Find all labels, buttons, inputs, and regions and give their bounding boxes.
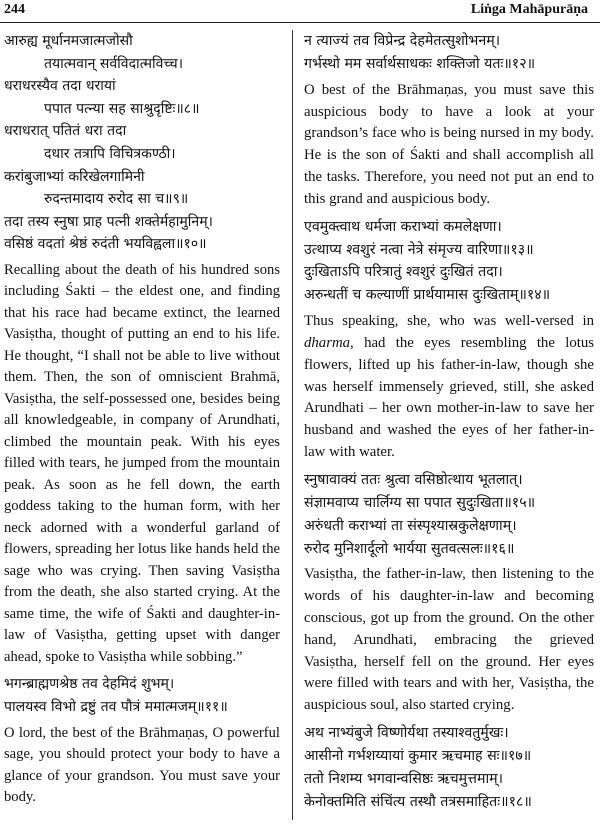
page-header	[0, 0, 600, 23]
translation-paragraph: O best of the Brāhmaṇas, you must save this auspicious body to have a look at your grandson’s face who is being nursed in my body. He is the son of Śakti and shall accomplish all the tasks. Therefore, you need not put an end to this grand and auspicious body.	[304, 81, 594, 207]
verse-line: आसीनो गर्भशय्यायां कुमार ऋचमाह सः॥१७॥	[304, 747, 532, 764]
verse-line: अरुन्धतीं च कल्याणीं प्रार्थयामास दुःखिताम्॥१४॥	[304, 287, 551, 304]
verse-line: पपात पत्न्या सह साश्रुदृष्टिः॥८॥	[44, 100, 200, 117]
verse-block-11	[4, 673, 280, 718]
running-title: Liṅga Mahāpurāṇa	[470, 2, 588, 17]
verse-line: करांबुजाभ्यां करिखेलगामिनी	[4, 168, 145, 185]
verse-line: अरुंधती कराभ्यां ता संस्पृश्यास्रकुलेक्षणाम्।	[304, 517, 517, 534]
right-column	[304, 30, 594, 814]
translation-paragraph: Recalling about the death of his hundred sons including Śakti – the eldest one, and finding that his race had became extinct, the learned Vasiṣtha, thought of putting an end to his life. He thought, “I shall not be able to live without them. Then, the son of omniscient Brahmā, Vasiṣtha, the self-possessed one, besides being all knowledgeable, in company of Arundhati, climbed the mountain peak. With his eyes filled with tears, he jumped from the mountain peak. As soon as he fell down, the earth goddess taking to the human form, with her neck adorned with a wonderful garland of flowers, spreading her lotus like hands held the sage who was crying. Then saving Vasiṣtha from the death, she also started crying. At the same time, the wife of Śakti and daughter-in-law of Vasiṣtha, getting upset with danger ahead, spoke to Vasiṣtha while sobbing.”	[4, 261, 280, 665]
verse-line: गर्भस्थो मम सर्वार्थसाधकः शक्तिजो यतः॥१२॥	[304, 55, 536, 72]
verse-block-17-18	[304, 722, 594, 814]
verse-line: अथ नाभ्यंबुजे विष्णोर्यथा तस्याश्वतुर्मुखः।	[304, 725, 509, 741]
verse-line: भगन्ब्राह्मणश्रेष्ठ तव देहमिदं शुभम्।	[4, 676, 175, 693]
verse-block-12	[304, 30, 594, 76]
verse-line: तदा तस्य स्नुषा प्राह पत्नी शक्तेर्महामुनिम्।	[4, 213, 213, 230]
verse-line: संज्ञामवाप्य चार्लिग्य सा पपात सुदुःखिता॥१५॥	[304, 494, 536, 511]
verse-line: आरुह्य मूर्धानमजात्मजोसौ	[4, 33, 133, 49]
verse-line: उत्थाप्य श्वशुरं नत्वा नेत्रे संमृज्य वारिणा॥१३॥	[304, 241, 534, 258]
verse-line: स्नुषावाक्यं ततः श्रुत्वा वसिष्ठोत्थाय भूतलात्।	[304, 471, 523, 488]
verse-line: केनोक्तमिति संचिंत्य तस्थौ तत्रसमाहितः॥१८॥	[304, 793, 532, 810]
verse-line: दधार तत्रापि विचित्रकण्ठी।	[44, 145, 176, 162]
text-run: Thus speaking, she, who was well-versed in	[304, 313, 594, 330]
verse-line: धराधरात् पतितं धरा तदा	[4, 123, 127, 140]
verse-line: ततो निशम्य भगवान्वसिष्ठः ऋचमुत्तमाम्।	[304, 770, 503, 787]
page-number: 244	[4, 2, 25, 17]
verse-line: तयात्मवान् सर्वविदात्मविच्च।	[44, 55, 184, 72]
verse-line: धराधरस्यैव तदा धरायां	[4, 78, 116, 95]
verse-block-8-10	[4, 30, 280, 256]
left-column	[4, 30, 280, 814]
verse-line: रुदन्तमादाय रुरोद सा च॥९॥	[44, 191, 189, 208]
column-divider	[292, 30, 293, 820]
verse-line: न त्याज्यं तव विप्रेन्द्र देहमेतत्सुशोभनम्।	[304, 33, 501, 49]
verse-block-13-14	[304, 216, 594, 308]
verse-line: रुरोद मुनिशार्दूलो भार्यया सुतवत्सलः॥१६॥	[304, 540, 515, 557]
translation-paragraph: Vasiṣtha, the father-in-law, then listening to the words of his daughter-in-law and becoming conscious, got up from the ground. On the other hand, Arundhati, embracing the grieved Vasiṣtha, herself fell on the ground. Her eyes were filled with tears and with her, Vasiṣtha, the auspicious soul, also started crying.	[304, 566, 594, 714]
italic-term: dharma	[304, 335, 351, 352]
verse-line: वसिष्ठं वदतां श्रेष्ठं रुदंती भयविह्वला॥१०॥	[4, 236, 207, 253]
verse-block-15-16	[304, 469, 594, 561]
verse-line: दुःखिताऽपि परित्रातुं श्वशुरं दुःखितं तदा।	[304, 264, 503, 281]
translation-paragraph: O lord, the best of the Brāhmaṇas, O powerful sage, you should protect your body to have a glance of your grandson. You must save your body.	[4, 724, 280, 806]
verse-line: एवमुक्त्वाथ धर्मजा कराभ्यां कमलेक्षणा।	[304, 218, 502, 235]
text-run: , had the eyes resembling the lotus flowers, lifted up his father-in-law, though she was herself immensely grieved, still, she asked Arundhati – her own mother-in-law to save her husband and washed the eyes of her father-in-law with water.	[304, 335, 594, 460]
verse-line: पालयस्व विभो द्रष्टुं तव पौत्रं ममात्मजम्॥११॥	[4, 699, 228, 716]
translation-paragraph	[304, 311, 594, 464]
